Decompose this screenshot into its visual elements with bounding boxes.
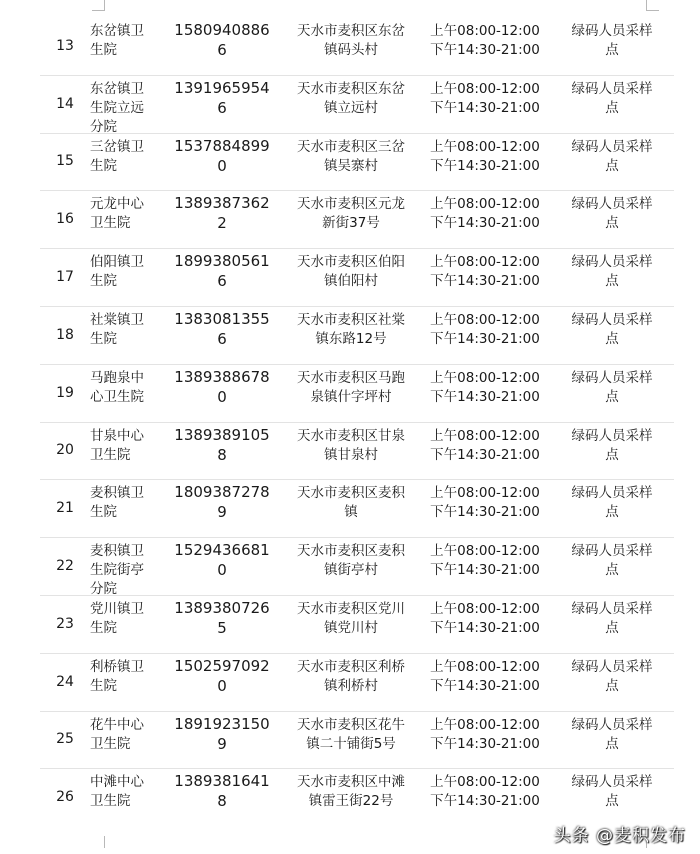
type-line: 点 <box>605 677 619 694</box>
name-line: 生院立远 <box>90 99 144 116</box>
site-name-cell <box>90 134 162 191</box>
name-line: 卫生院 <box>90 793 131 810</box>
time-line: 上午08:00-12:00 <box>430 716 540 733</box>
type-line: 点 <box>605 735 619 752</box>
addr-line: 天水市麦积区社棠 <box>297 311 405 328</box>
row-number: 23 <box>56 615 74 632</box>
site-type-cell <box>550 249 674 306</box>
name-line: 东岔镇卫 <box>90 80 144 97</box>
address-cell <box>282 769 420 826</box>
row-number: 19 <box>56 384 74 401</box>
row-number: 17 <box>56 269 74 286</box>
phone-line: 1389389105 <box>174 425 270 444</box>
address-cell <box>282 596 420 653</box>
time-line: 上午08:00-12:00 <box>430 774 540 791</box>
site-type-cell <box>550 18 674 75</box>
name-line: 中滩中心 <box>90 774 144 791</box>
hours-cell <box>420 307 550 364</box>
crop-mark-top-left <box>92 0 105 11</box>
table-row <box>40 18 674 75</box>
table-row <box>40 768 674 826</box>
addr-line: 天水市麦积区马跑 <box>297 369 405 386</box>
type-line: 绿码人员采样 <box>571 196 653 213</box>
table-row <box>40 711 674 769</box>
phone-line: 1537884899 <box>174 136 270 155</box>
phone-line: 2 <box>217 214 227 233</box>
table-row <box>40 595 674 653</box>
site-name-cell <box>90 191 162 248</box>
phone-line: 8 <box>217 445 227 464</box>
table-row <box>40 306 674 364</box>
addr-line: 镇 <box>344 504 358 521</box>
phone-line: 1580940886 <box>174 21 270 39</box>
type-line: 点 <box>605 562 619 579</box>
phone-line: 1391965954 <box>174 78 270 97</box>
watermark-text: 头条 @麦积发布 <box>553 826 686 846</box>
type-line: 绿码人员采样 <box>571 23 653 39</box>
table-row <box>40 133 674 191</box>
addr-line: 新街37号 <box>322 215 380 232</box>
name-line: 社棠镇卫 <box>90 311 144 328</box>
type-line: 绿码人员采样 <box>571 138 653 155</box>
row-number: 16 <box>56 211 74 228</box>
address-cell <box>282 654 420 711</box>
time-line: 下午14:30-21:00 <box>430 330 540 347</box>
phone-cell <box>162 538 282 595</box>
name-line: 元龙中心 <box>90 196 144 213</box>
table-row <box>40 75 674 133</box>
name-line: 心卫生院 <box>90 388 144 405</box>
phone-cell <box>162 18 282 75</box>
addr-line: 天水市麦积区东岔 <box>297 80 405 97</box>
page-top-margin <box>40 0 674 18</box>
hours-cell <box>420 596 550 653</box>
type-line: 绿码人员采样 <box>571 658 653 675</box>
type-line: 点 <box>605 330 619 347</box>
address-cell <box>282 191 420 248</box>
addr-line: 天水市麦积区东岔 <box>297 23 405 39</box>
table-row <box>40 479 674 537</box>
name-line: 党川镇卫 <box>90 600 144 617</box>
time-line: 下午14:30-21:00 <box>430 562 540 579</box>
crop-mark-bottom-left <box>92 836 105 848</box>
time-line: 下午14:30-21:00 <box>430 157 540 174</box>
phone-line: 1809387278 <box>174 483 270 502</box>
name-line: 生院街亭 <box>90 562 144 579</box>
site-name-cell <box>90 596 162 653</box>
name-line: 甘泉中心 <box>90 427 144 444</box>
time-line: 上午08:00-12:00 <box>430 658 540 675</box>
row-number: 20 <box>56 442 74 459</box>
table-row <box>40 653 674 711</box>
addr-line: 镇雷王街22号 <box>308 793 394 810</box>
row-number: 26 <box>56 789 74 806</box>
phone-cell <box>162 712 282 769</box>
phone-cell <box>162 654 282 711</box>
addr-line: 镇伯阳村 <box>324 273 378 290</box>
time-line: 下午14:30-21:00 <box>430 619 540 636</box>
address-cell <box>282 712 420 769</box>
addr-line: 天水市麦积区甘泉 <box>297 427 405 444</box>
time-line: 上午08:00-12:00 <box>430 138 540 155</box>
phone-line: 8 <box>217 792 227 811</box>
time-line: 下午14:30-21:00 <box>430 42 540 58</box>
addr-line: 天水市麦积区麦积 <box>297 543 405 560</box>
phone-cell <box>162 596 282 653</box>
hours-cell <box>420 191 550 248</box>
type-line: 绿码人员采样 <box>571 311 653 328</box>
addr-line: 镇吴寨村 <box>324 157 378 174</box>
phone-line: 1389380726 <box>174 598 270 617</box>
addr-line: 镇立远村 <box>324 99 378 116</box>
addr-line: 镇党川村 <box>324 619 378 636</box>
name-line: 生院 <box>90 504 117 521</box>
site-name-cell <box>90 654 162 711</box>
phone-cell <box>162 249 282 306</box>
type-line: 绿码人员采样 <box>571 427 653 444</box>
table-row <box>40 364 674 422</box>
site-type-cell <box>550 596 674 653</box>
time-line: 下午14:30-21:00 <box>430 215 540 232</box>
site-type-cell <box>550 134 674 191</box>
name-line: 东岔镇卫 <box>90 23 144 39</box>
row-number: 25 <box>56 731 74 748</box>
time-line: 下午14:30-21:00 <box>430 446 540 463</box>
type-line: 绿码人员采样 <box>571 485 653 502</box>
phone-line: 0 <box>217 387 227 406</box>
site-type-cell <box>550 480 674 537</box>
phone-line: 1529436681 <box>174 541 270 560</box>
type-line: 绿码人员采样 <box>571 774 653 791</box>
table-row <box>40 190 674 248</box>
time-line: 上午08:00-12:00 <box>430 600 540 617</box>
addr-line: 镇甘泉村 <box>324 446 378 463</box>
type-line: 点 <box>605 793 619 810</box>
address-cell <box>282 76 420 133</box>
type-line: 点 <box>605 504 619 521</box>
row-number: 13 <box>56 37 74 54</box>
time-line: 上午08:00-12:00 <box>430 311 540 328</box>
table-body <box>40 18 674 826</box>
phone-line: 1899380561 <box>174 252 270 271</box>
site-name-cell <box>90 423 162 480</box>
type-line: 点 <box>605 215 619 232</box>
addr-line: 镇码头村 <box>324 42 378 58</box>
name-line: 生院 <box>90 157 117 174</box>
time-line: 下午14:30-21:00 <box>430 677 540 694</box>
name-line: 卫生院 <box>90 446 131 463</box>
time-line: 下午14:30-21:00 <box>430 273 540 290</box>
name-line: 生院 <box>90 330 117 347</box>
name-line: 分院 <box>90 118 117 135</box>
site-name-cell <box>90 307 162 364</box>
site-type-cell <box>550 76 674 133</box>
phone-line: 0 <box>217 561 227 580</box>
crop-mark-top-right <box>646 0 659 11</box>
phone-cell <box>162 423 282 480</box>
row-number: 24 <box>56 673 74 690</box>
phone-line: 5 <box>217 618 227 637</box>
addr-line: 天水市麦积区伯阳 <box>297 254 405 271</box>
name-line: 马跑泉中 <box>90 369 144 386</box>
hours-cell <box>420 538 550 595</box>
address-cell <box>282 538 420 595</box>
addr-line: 天水市麦积区三岔 <box>297 138 405 155</box>
address-cell <box>282 365 420 422</box>
type-line: 绿码人员采样 <box>571 543 653 560</box>
table-row <box>40 537 674 598</box>
hours-cell <box>420 365 550 422</box>
addr-line: 天水市麦积区利桥 <box>297 658 405 675</box>
row-number: 18 <box>56 326 74 343</box>
name-line: 利桥镇卫 <box>90 658 144 675</box>
address-cell <box>282 423 420 480</box>
phone-cell <box>162 76 282 133</box>
phone-cell <box>162 365 282 422</box>
address-cell <box>282 307 420 364</box>
address-cell <box>282 249 420 306</box>
site-name-cell <box>90 18 162 75</box>
addr-line: 天水市麦积区元龙 <box>297 196 405 213</box>
type-line: 点 <box>605 157 619 174</box>
hours-cell <box>420 654 550 711</box>
phone-line: 1891923150 <box>174 714 270 733</box>
time-line: 上午08:00-12:00 <box>430 485 540 502</box>
site-type-cell <box>550 423 674 480</box>
time-line: 下午14:30-21:00 <box>430 504 540 521</box>
type-line: 绿码人员采样 <box>571 716 653 733</box>
phone-line: 1389387362 <box>174 194 270 213</box>
type-line: 点 <box>605 388 619 405</box>
site-name-cell <box>90 365 162 422</box>
type-line: 绿码人员采样 <box>571 254 653 271</box>
addr-line: 镇利桥村 <box>324 677 378 694</box>
addr-line: 天水市麦积区中滩 <box>297 774 405 791</box>
addr-line: 天水市麦积区麦积 <box>297 485 405 502</box>
time-line: 上午08:00-12:00 <box>430 254 540 271</box>
name-line: 分院 <box>90 581 117 598</box>
name-line: 生院 <box>90 619 117 636</box>
site-type-cell <box>550 769 674 826</box>
phone-line: 9 <box>217 734 227 753</box>
phone-line: 0 <box>217 156 227 175</box>
hours-cell <box>420 76 550 133</box>
row-number: 21 <box>56 500 74 517</box>
name-line: 生院 <box>90 42 117 58</box>
addr-line: 镇二十铺街5号 <box>306 735 396 752</box>
address-cell <box>282 480 420 537</box>
site-type-cell <box>550 365 674 422</box>
phone-cell <box>162 769 282 826</box>
time-line: 下午14:30-21:00 <box>430 99 540 116</box>
hours-cell <box>420 712 550 769</box>
hours-cell <box>420 423 550 480</box>
site-name-cell <box>90 769 162 826</box>
type-line: 点 <box>605 42 619 58</box>
type-line: 绿码人员采样 <box>571 80 653 97</box>
hours-cell <box>420 480 550 537</box>
time-line: 上午08:00-12:00 <box>430 427 540 444</box>
phone-line: 0 <box>217 676 227 695</box>
time-line: 下午14:30-21:00 <box>430 735 540 752</box>
phone-line: 1389381641 <box>174 772 270 791</box>
row-number: 15 <box>56 153 74 170</box>
phone-line: 6 <box>217 272 227 291</box>
phone-line: 6 <box>217 41 227 59</box>
site-type-cell <box>550 307 674 364</box>
phone-line: 6 <box>217 329 227 348</box>
site-name-cell <box>90 480 162 537</box>
type-line: 点 <box>605 99 619 116</box>
name-line: 生院 <box>90 677 117 694</box>
addr-line: 泉镇什字坪村 <box>310 388 392 405</box>
row-number: 14 <box>56 95 74 112</box>
time-line: 上午08:00-12:00 <box>430 369 540 386</box>
time-line: 下午14:30-21:00 <box>430 388 540 405</box>
site-name-cell <box>90 76 162 133</box>
row-number: 22 <box>56 558 74 575</box>
time-line: 上午08:00-12:00 <box>430 23 540 39</box>
time-line: 上午08:00-12:00 <box>430 543 540 560</box>
phone-line: 1389388678 <box>174 367 270 386</box>
phone-line: 1502597092 <box>174 656 270 675</box>
hours-cell <box>420 249 550 306</box>
site-type-cell <box>550 712 674 769</box>
site-name-cell <box>90 712 162 769</box>
phone-cell <box>162 191 282 248</box>
address-cell <box>282 18 420 75</box>
hours-cell <box>420 134 550 191</box>
addr-line: 天水市麦积区花牛 <box>297 716 405 733</box>
type-line: 点 <box>605 446 619 463</box>
table-row <box>40 248 674 306</box>
time-line: 上午08:00-12:00 <box>430 196 540 213</box>
site-name-cell <box>90 538 162 598</box>
time-line: 下午14:30-21:00 <box>430 793 540 810</box>
phone-cell <box>162 307 282 364</box>
site-name-cell <box>90 249 162 306</box>
phone-cell <box>162 134 282 191</box>
hours-cell <box>420 18 550 75</box>
site-type-cell <box>550 191 674 248</box>
name-line: 花牛中心 <box>90 716 144 733</box>
name-line: 卫生院 <box>90 735 131 752</box>
addr-line: 镇东路12号 <box>315 330 387 347</box>
site-type-cell <box>550 654 674 711</box>
name-line: 生院 <box>90 273 117 290</box>
phone-line: 1383081355 <box>174 309 270 328</box>
name-line: 卫生院 <box>90 215 131 232</box>
type-line: 点 <box>605 619 619 636</box>
type-line: 点 <box>605 273 619 290</box>
sampling-site-table <box>40 0 674 826</box>
phone-line: 6 <box>217 98 227 117</box>
name-line: 伯阳镇卫 <box>90 254 144 271</box>
site-type-cell <box>550 538 674 595</box>
name-line: 三岔镇卫 <box>90 138 144 155</box>
phone-line: 9 <box>217 503 227 522</box>
addr-line: 天水市麦积区党川 <box>297 600 405 617</box>
hours-cell <box>420 769 550 826</box>
type-line: 绿码人员采样 <box>571 600 653 617</box>
name-line: 麦积镇卫 <box>90 543 144 560</box>
phone-cell <box>162 480 282 537</box>
address-cell <box>282 134 420 191</box>
time-line: 上午08:00-12:00 <box>430 80 540 97</box>
addr-line: 镇街亭村 <box>324 562 378 579</box>
name-line: 麦积镇卫 <box>90 485 144 502</box>
table-row <box>40 422 674 480</box>
type-line: 绿码人员采样 <box>571 369 653 386</box>
